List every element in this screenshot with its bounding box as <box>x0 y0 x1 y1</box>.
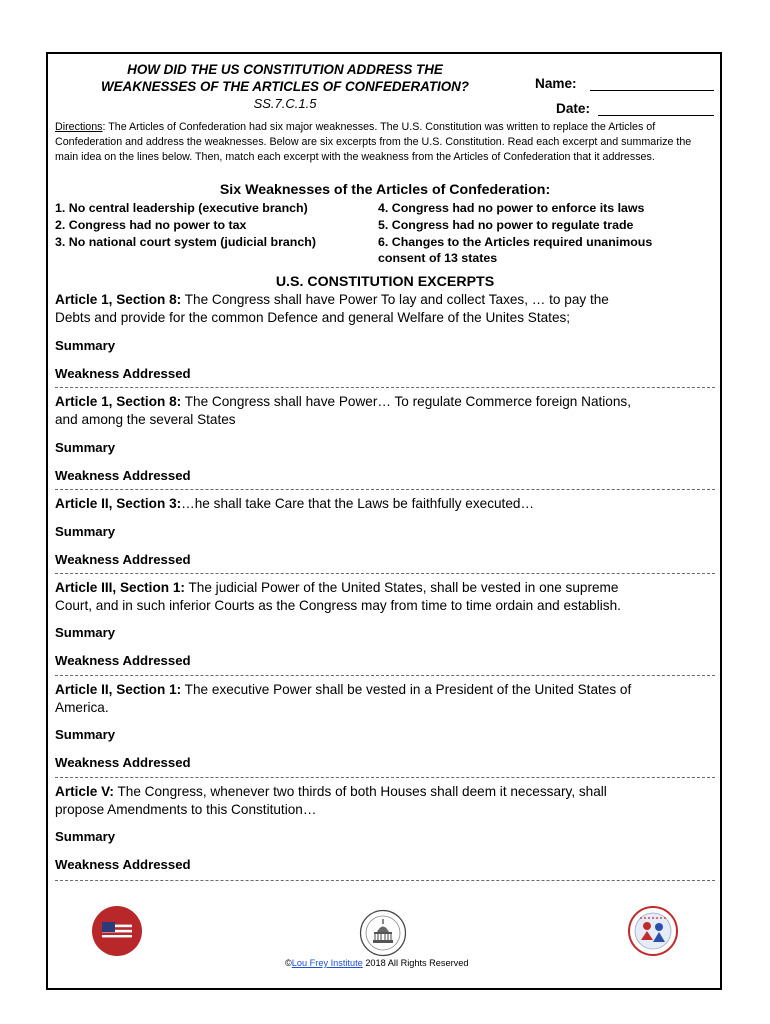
civics-logo-icon <box>628 906 678 956</box>
excerpts-heading: U.S. CONSTITUTION EXCERPTS <box>275 274 495 290</box>
answer-line[interactable] <box>55 675 715 676</box>
weakness-addressed-label: Weakness Addressed <box>55 653 191 668</box>
flag-logo-icon <box>91 905 143 957</box>
excerpt-ref: Article V: <box>55 784 114 799</box>
answer-line[interactable] <box>55 573 715 574</box>
excerpt-text: Court, and in such inferior Courts as the Congress may from time to time ordain and establish. <box>55 598 621 613</box>
weakness-item-6: 6. Changes to the Articles required unanimous <box>378 235 653 249</box>
excerpt-1 <box>55 291 715 327</box>
directions <box>55 120 715 165</box>
excerpt-text: The executive Power shall be vested in a President of the United States of <box>181 682 632 697</box>
date-label: Date: <box>556 101 590 116</box>
weakness-item-2: 2. Congress had no power to tax <box>55 218 247 232</box>
directions-label: Directions <box>55 121 103 133</box>
name-field[interactable] <box>590 90 714 91</box>
answer-line[interactable] <box>55 387 715 388</box>
summary-label: Summary <box>55 829 116 844</box>
summary-label: Summary <box>55 625 116 640</box>
weakness-item-1: 1. No central leadership (executive branch) <box>55 201 308 215</box>
weakness-item-4: 4. Congress had no power to enforce its laws <box>378 201 645 215</box>
excerpt-text: Debts and provide for the common Defence and general Welfare of the Unites States; <box>55 310 571 325</box>
copyright-symbol: © <box>285 958 292 968</box>
weakness-item-3: 3. No national court system (judicial branch) <box>55 235 316 249</box>
summary-label: Summary <box>55 338 116 353</box>
summary-label: Summary <box>55 727 116 742</box>
weakness-addressed-label: Weakness Addressed <box>55 755 191 770</box>
excerpt-ref: Article 1, Section 8: <box>55 394 182 409</box>
copyright-text: 2018 All Rights Reserved <box>362 958 469 968</box>
capitol-seal-icon <box>359 909 407 957</box>
standard-code: SS.7.C.1.5 <box>253 96 317 111</box>
weaknesses-heading: Six Weaknesses of the Articles of Confederation: <box>219 182 551 198</box>
worksheet-title-line1: HOW DID THE US CONSTITUTION ADDRESS THE <box>127 62 443 77</box>
excerpt-ref: Article 1, Section 8: <box>55 292 182 307</box>
excerpt-ref: Article II, Section 1: <box>55 682 182 697</box>
date-field[interactable] <box>598 115 714 116</box>
excerpt-text: The judicial Power of the United States, shall be vested in one supreme <box>184 580 619 595</box>
summary-label: Summary <box>55 524 116 539</box>
excerpt-text: The Congress, whenever two thirds of both Houses shall deem it necessary, shall <box>113 784 607 799</box>
weakness-addressed-label: Weakness Addressed <box>55 366 191 381</box>
excerpt-text: America. <box>55 700 109 715</box>
excerpt-4 <box>55 579 715 615</box>
excerpt-ref: Article III, Section 1: <box>55 580 185 595</box>
worksheet-title-line2: WEAKNESSES OF THE ARTICLES OF CONFEDERATION? <box>100 79 469 94</box>
excerpt-3 <box>55 495 715 513</box>
lou-frey-institute-link[interactable]: Lou Frey Institute <box>291 958 363 968</box>
answer-line[interactable] <box>55 777 715 778</box>
name-label: Name: <box>535 76 577 91</box>
weakness-addressed-label: Weakness Addressed <box>55 468 191 483</box>
directions-text: : The Articles of Confederation had six major weaknesses. The U.S. Constitution was written to replace the Articles of Confederation and address the weaknesses. Below are six excerpts from the U.S. Constitution. Read each excerpt and summarize the main idea on the lines below. Then, match each excerpt with the weakness from the Articles of Confederation that it addresses. <box>55 121 692 163</box>
weakness-item-5: 5. Congress had no power to regulate trade <box>378 218 634 232</box>
excerpt-text: The Congress shall have Power… To regulate Commerce foreign Nations, <box>181 394 631 409</box>
weakness-item-6-cont: consent of 13 states <box>378 251 498 265</box>
weakness-addressed-label: Weakness Addressed <box>55 552 191 567</box>
excerpt-text: The Congress shall have Power To lay and collect Taxes, … to pay the <box>181 292 609 307</box>
excerpt-6 <box>55 783 715 819</box>
answer-line[interactable] <box>55 489 715 490</box>
excerpt-ref: Article II, Section 3: <box>55 496 182 511</box>
footer-copyright <box>285 958 468 968</box>
excerpt-text: and among the several States <box>55 412 236 427</box>
excerpt-text: …he shall take Care that the Laws be faithfully executed… <box>181 496 535 511</box>
excerpt-2 <box>55 393 715 429</box>
excerpt-5 <box>55 681 715 717</box>
excerpt-text: propose Amendments to this Constitution… <box>55 802 317 817</box>
answer-line[interactable] <box>55 880 715 881</box>
weakness-addressed-label: Weakness Addressed <box>55 857 191 872</box>
summary-label: Summary <box>55 440 116 455</box>
